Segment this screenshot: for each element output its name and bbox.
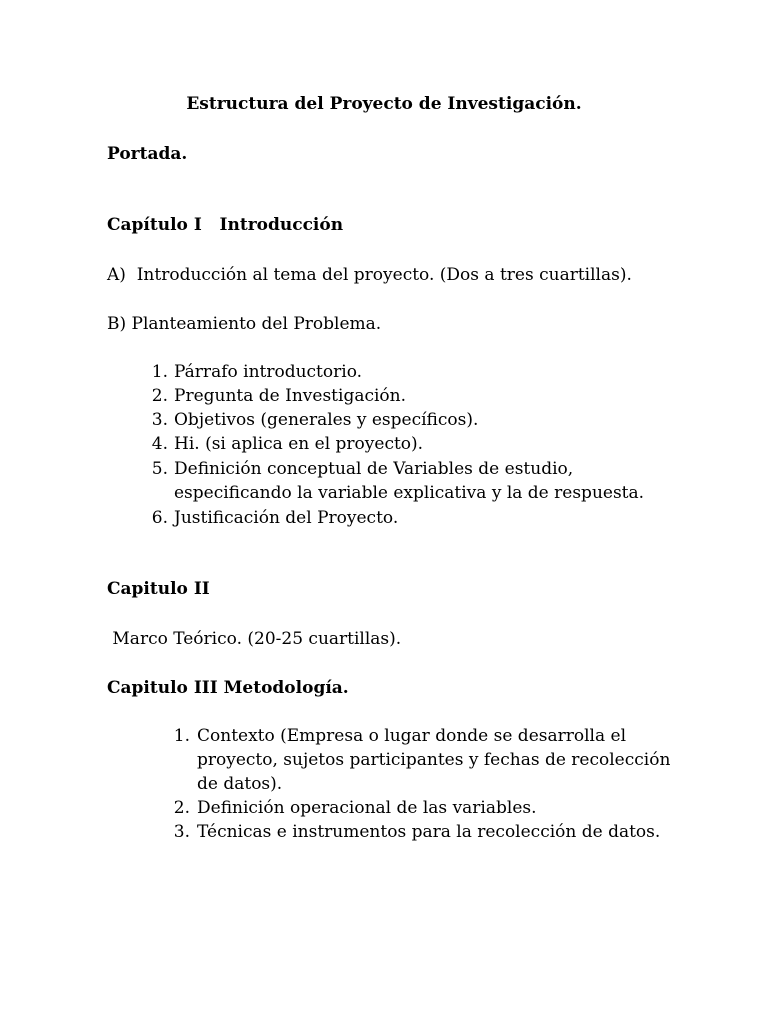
- document-title: Estructura del Proyecto de Investigación.: [186, 94, 582, 114]
- chapter1-item-b: B) Planteamiento del Problema.: [107, 314, 382, 334]
- list-item-text: Técnicas e instrumentos para la recolección de datos.: [197, 822, 661, 842]
- chapter3-heading: Capitulo III Metodología.: [107, 678, 349, 698]
- list-item-number: 3.: [173, 822, 190, 842]
- list-item-number: 6.: [151, 508, 168, 528]
- list-item-number: 4.: [151, 434, 168, 454]
- list-item-text: especificando la variable explicativa y la de respuesta.: [174, 483, 645, 503]
- chapter1-item-a: A) Introducción al tema del proyecto. (Dos a tres cuartillas).: [107, 265, 632, 285]
- list-item-text: proyecto, sujetos participantes y fechas de recolección: [197, 750, 671, 770]
- list-item-text: Contexto (Empresa o lugar donde se desarrolla el: [197, 726, 627, 746]
- list-item-text: Definición conceptual de Variables de estudio,: [174, 459, 574, 479]
- chapter1-heading: Capítulo I Introducción: [107, 215, 344, 235]
- list-item-text: Hi. (si aplica en el proyecto).: [174, 434, 424, 454]
- list-item-number: 2.: [173, 798, 190, 818]
- list-item-text: de datos).: [197, 774, 283, 794]
- chapter2-heading: Capitulo II: [107, 579, 210, 599]
- list-item-number: 2.: [151, 386, 168, 406]
- list-item-number: 5.: [151, 459, 168, 479]
- list-item-text: Pregunta de Investigación.: [174, 386, 407, 406]
- list-item-number: 1.: [173, 726, 190, 746]
- list-item-number: 3.: [151, 410, 168, 430]
- list-item-number: 1.: [151, 362, 168, 382]
- portada-heading: Portada.: [107, 144, 188, 164]
- list-item-text: Justificación del Proyecto.: [174, 508, 399, 528]
- list-item-text: Definición operacional de las variables.: [197, 798, 537, 818]
- list-item-text: Párrafo introductorio.: [174, 362, 363, 382]
- list-item-text: Objetivos (generales y específicos).: [174, 410, 479, 430]
- chapter2-body: Marco Teórico. (20-25 cuartillas).: [107, 629, 402, 649]
